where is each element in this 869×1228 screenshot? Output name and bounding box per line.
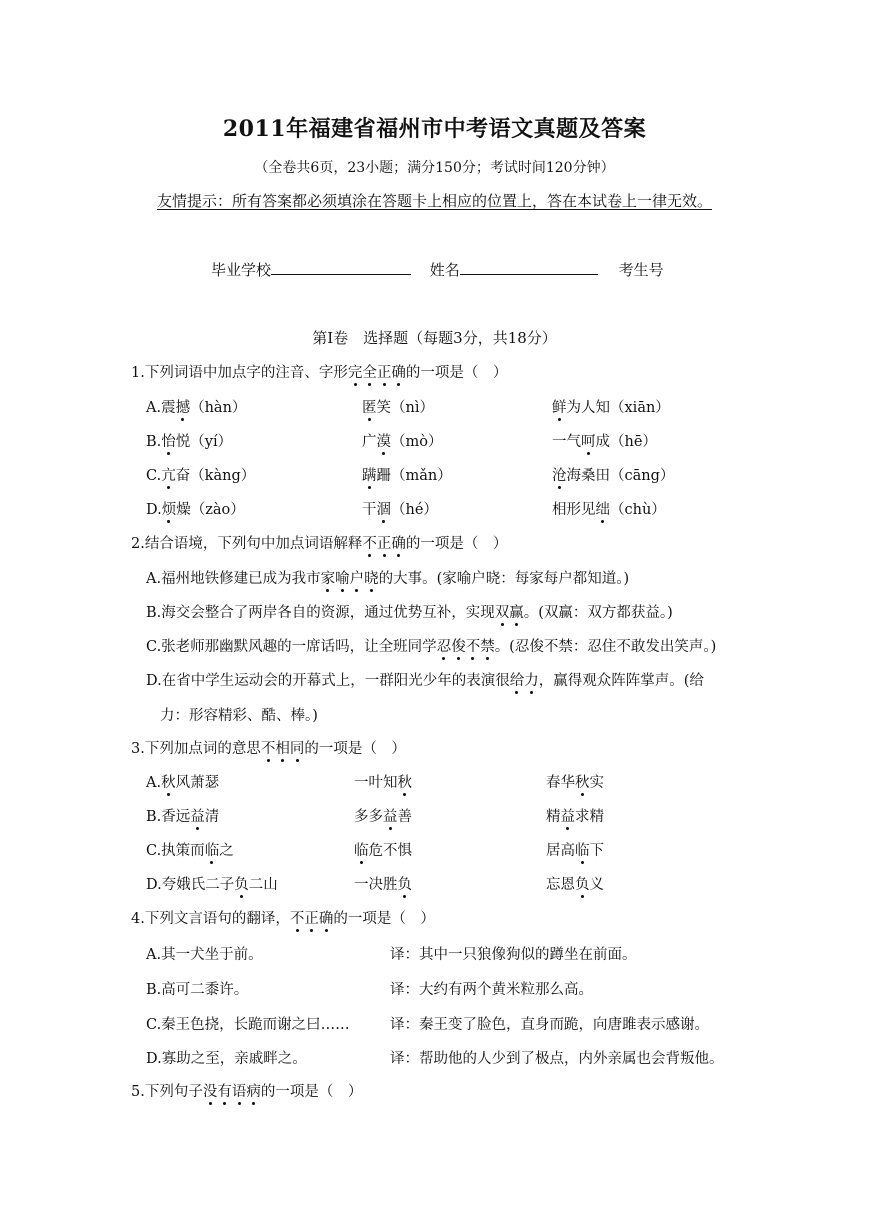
q1-option-d-3: 相形见绌（chù）	[552, 502, 666, 518]
q4-option-d-translation: 译：帮助他的人少到了极点，内外亲属也会背叛他。	[390, 1051, 724, 1067]
q3-option-a-1: A.秋风萧瑟	[146, 775, 220, 791]
emphasis-dots: 不相同	[260, 741, 305, 757]
q1-option-a-2: 匿笑（nì）	[362, 400, 434, 416]
notice	[0, 190, 869, 211]
student-info-row	[211, 259, 664, 280]
q4-option-b-translation: 译：大约有两个黄米粒那么高。	[390, 982, 593, 998]
emphasis-dots: 忍俊不禁	[436, 639, 495, 655]
q3-option-b-2: 多多益善	[354, 809, 412, 825]
question-2-stem: 2.结合语境，下列句中加点词语解释不正确的一项是（ ）	[131, 536, 508, 552]
notice-text: 友情提示：所有答案都必须填涂在答题卡上相应的位置上，答在本试卷上一律无效。	[156, 192, 712, 210]
page-title: 2011年福建省福州市中考语文真题及答案	[222, 116, 647, 142]
exam-info: （全卷共6页，23小题；满分150分；考试时间120分钟）	[254, 160, 615, 176]
q4-option-a: A.其一犬坐于前。	[146, 947, 263, 963]
q3-option-d-3: 忘恩负义	[546, 877, 604, 893]
q4-option-c-translation: 译：秦王变了脸色，直身而跪，向唐雎表示感谢。	[390, 1017, 709, 1033]
emphasis-dots: 不正确	[362, 536, 406, 552]
q1-option-c-1: C.亢奋（kàng）	[146, 468, 256, 484]
q1-option-b-2: 广漠（mò）	[362, 434, 443, 450]
id-label: 考生号	[618, 261, 664, 279]
question-3-stem: 3.下列加点词的意思不相同的一项是（ ）	[131, 741, 406, 757]
q3-option-a-3: 春华秋实	[546, 775, 604, 791]
q3-option-d-2: 一决胜负	[354, 877, 412, 893]
school-label: 毕业学校	[211, 261, 272, 279]
question-5-stem: 5.下列句子没有语病的一项是（ ）	[131, 1084, 363, 1100]
emphasis-dots: 完全正确	[347, 365, 406, 381]
q2-option-a: A.福州地铁修建已成为我市家喻户晓的大事。(家喻户晓：每家每户都知道。)	[146, 571, 630, 587]
q2-option-d-continued: 力：形容精彩、酷、棒。)	[160, 708, 318, 724]
q3-option-b-3: 精益求精	[546, 809, 604, 825]
q3-option-c-2: 临危不惧	[354, 843, 412, 859]
q4-option-d: D.寡助之至，亲戚畔之。	[146, 1051, 307, 1067]
emphasis-dots: 不正确	[289, 911, 334, 927]
emphasis-dots: 没有语病	[202, 1084, 261, 1100]
emphasis-dots: 给力	[509, 673, 539, 689]
question-4-stem: 4.下列文言语句的翻译，不正确的一项是（ ）	[131, 911, 435, 927]
q3-option-b-1: B.香远益清	[146, 809, 220, 825]
q2-option-d: D.在省中学生运动会的开幕式上，一群阳光少年的表演很给力，赢得观众阵阵掌声。(给	[146, 673, 704, 689]
question-1-stem: 1.下列词语中加点字的注音、字形完全正确的一项是（ ）	[131, 365, 508, 381]
q1-option-a-1: A.震撼（hàn）	[146, 400, 247, 416]
q1-option-a-3: 鲜为人知（xiān）	[552, 400, 670, 416]
q1-option-b-1: B.怡悦（yí）	[146, 434, 233, 450]
q3-option-d-1: D.夸娥氏二子负二山	[146, 877, 278, 893]
q2-option-b: B.海交会整合了两岸各自的资源，通过优势互补，实现双赢。(双赢：双方都获益。)	[146, 605, 673, 621]
emphasis-dots: 双赢	[494, 605, 524, 621]
school-blank	[271, 259, 411, 275]
q4-option-c: C.秦王色挠，长跪而谢之曰……	[146, 1017, 350, 1033]
q4-option-a-translation: 译：其中一只狼像狗似的蹲坐在前面。	[390, 947, 637, 963]
emphasis-dots: 家喻户晓	[320, 571, 379, 587]
q3-option-c-1: C.执策而临之	[146, 843, 234, 859]
q2-option-c: C.张老师那幽默风趣的一席话吗，让全班同学忍俊不禁。(忍俊不禁：忍住不敢发出笑声。)	[146, 639, 717, 655]
q1-option-c-2: 蹒跚（mǎn）	[362, 468, 452, 484]
name-label: 姓名	[429, 261, 460, 279]
q1-option-c-3: 沧海桑田（cāng）	[552, 468, 675, 484]
q3-option-c-3: 居高临下	[546, 843, 604, 859]
q1-option-d-1: D.烦燥（zào）	[146, 502, 245, 518]
q1-option-b-3: 一气呵成（hē）	[552, 434, 657, 450]
section-heading: 第Ⅰ卷 选择题（每题3分，共18分）	[312, 329, 557, 347]
q4-option-b: B.高可二黍许。	[146, 982, 249, 998]
q1-option-d-2: 干涸（hé）	[362, 502, 438, 518]
q3-option-a-2: 一叶知秋	[354, 775, 412, 791]
name-blank	[460, 259, 598, 275]
